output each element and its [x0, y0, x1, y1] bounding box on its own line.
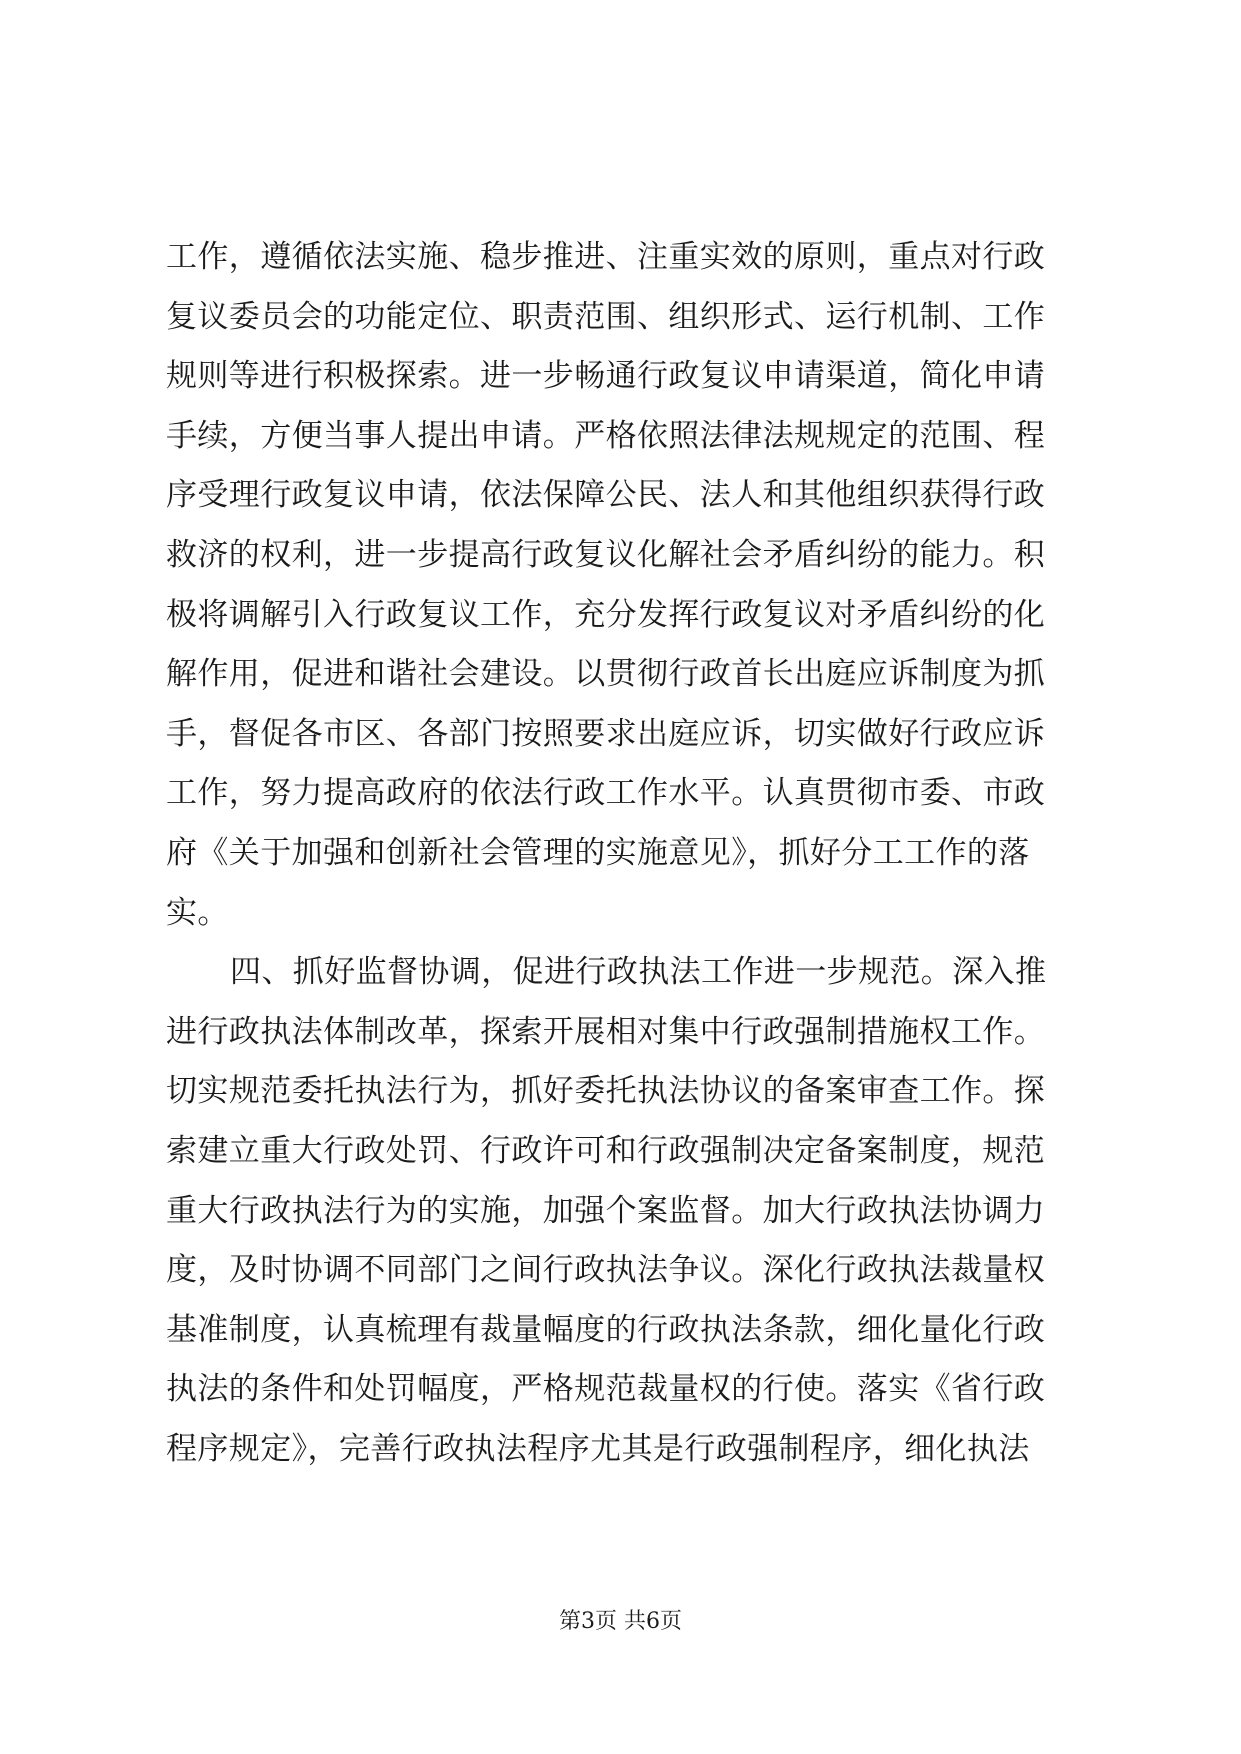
text-line: 手续，方便当事人提出申请。严格依照法律法规规定的范围、程: [166, 417, 1046, 454]
text-line: 程序规定》，完善行政执法程序尤其是行政强制程序，细化执法: [166, 1430, 1030, 1467]
text-line: 切实规范委托执法行为，抓好委托执法协议的备案审查工作。探: [166, 1073, 1046, 1110]
text-line: 规则等进行积极探索。进一步畅通行政复议申请渠道，简化申请: [166, 358, 1046, 395]
paragraph-start-line: 四、抓好监督协调，促进行政执法工作进一步规范。深入推: [230, 954, 1047, 991]
text-line: 工作，遵循依法实施、稳步推进、注重实效的原则，重点对行政: [166, 239, 1046, 275]
text-line: 手，督促各市区、各部门按照要求出庭应诉，切实做好行政应诉: [166, 715, 1046, 752]
text-line: 进行政执法体制改革，探索开展相对集中行政强制措施权工作。: [166, 1013, 1046, 1050]
page-number-footer: 第3页 共6页: [559, 1609, 682, 1634]
text-line: 基准制度，认真梳理有裁量幅度的行政执法条款，细化量化行政: [166, 1311, 1046, 1348]
body-text: [166, 228, 1076, 1479]
text-line: 极将调解引入行政复议工作，充分发挥行政复议对矛盾纠纷的化: [166, 596, 1046, 633]
text-line: 解作用，促进和谐社会建设。以贯彻行政首长出庭应诉制度为抓: [166, 656, 1046, 693]
text-line: 重大行政执法行为的实施，加强个案监督。加大行政执法协调力: [166, 1192, 1046, 1229]
text-line: 实。: [166, 894, 229, 931]
text-line: 工作，努力提高政府的依法行政工作水平。认真贯彻市委、市政: [166, 775, 1046, 812]
text-line: 救济的权利，进一步提高行政复议化解社会矛盾纠纷的能力。积: [166, 536, 1046, 573]
text-line: 执法的条件和处罚幅度，严格规范裁量权的行使。落实《省行政: [166, 1371, 1046, 1408]
text-line: 复议委员会的功能定位、职责范围、组织形式、运行机制、工作: [166, 298, 1046, 335]
text-line: 府《关于加强和创新社会管理的实施意见》，抓好分工工作的落: [166, 834, 1030, 871]
text-line: 序受理行政复议申请，依法保障公民、法人和其他组织获得行政: [166, 477, 1046, 514]
text-line: 度，及时协调不同部门之间行政执法争议。深化行政执法裁量权: [166, 1252, 1046, 1289]
text-line: 索建立重大行政处罚、行政许可和行政强制决定备案制度，规范: [166, 1132, 1046, 1169]
